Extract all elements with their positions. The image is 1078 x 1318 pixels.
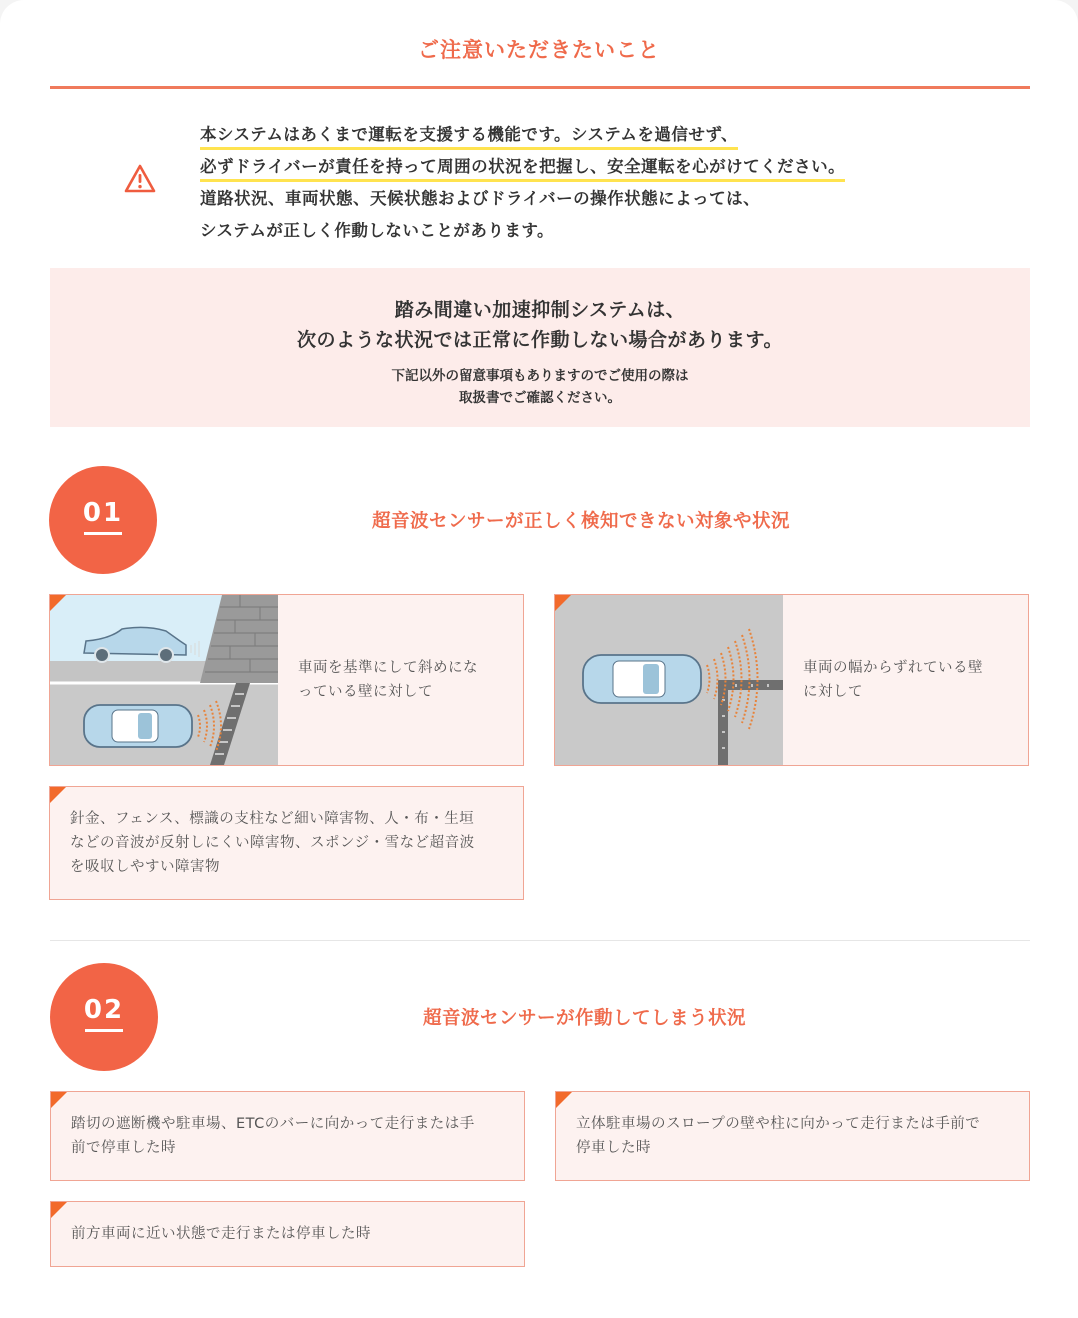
notice-text [200,122,960,250]
notice-line: 道路状況、車両状態、天候状態およびドライバーの操作状態によっては、 [200,189,761,208]
notice-line: 本システムはあくまで運転を支援する機能です。システムを過信せず、 [200,122,960,154]
angled-wall-illustration [50,595,278,765]
notice-line: システムが正しく作動しないことがあります。 [200,221,555,240]
limitations-note: 下記以外の留意事項もありますのでご使用の際は [391,368,689,384]
notice-line: 必ずドライバーが責任を持って周囲の状況を把握し、安全運転を心がけてください。 [200,154,960,186]
card-text: 車両を基準にして斜めにな っている壁に対して [298,660,478,700]
section-number-badge: 01 [49,466,157,574]
section-divider [50,940,1030,941]
situation-card [49,786,524,900]
card-text: 踏切の遮断機や駐車場、ETCのバーに向かって走行または手 前で停車した時 [71,1116,475,1156]
section-title: 超音波センサーが正しく検知できない対象や状況 [372,511,791,532]
limitations-heading: 次のような状況では正常に作動しない場合があります。 [297,329,783,351]
page-title: ご注意いただきたいこと [418,38,660,62]
situation-card [50,1091,525,1181]
limitations-box [50,268,1030,427]
card-text: 車両の幅からずれている壁 に対して [803,660,983,700]
card-text: 前方車両に近い状態で走行または停車した時 [71,1226,371,1242]
situation-card [554,594,1029,766]
limitations-note: 取扱書でご確認ください。 [459,390,621,406]
situation-card [49,594,524,766]
warning-icon [124,164,156,194]
section-number-badge: 02 [50,963,158,1071]
situation-card [555,1091,1030,1181]
situation-card [50,1201,525,1267]
offset-wall-illustration [555,595,783,765]
title-divider [50,86,1030,89]
limitations-heading: 踏み間違い加速抑制システムは、 [394,299,686,321]
section-title: 超音波センサーが作動してしまう状況 [423,1008,747,1029]
card-text: 立体駐車場のスロープの壁や柱に向かって走行または手前で 停車した時 [576,1116,981,1156]
card-text: 針金、フェンス、標識の支柱など細い障害物、人・布・生垣 などの音波が反射しにくい障害物、スポンジ・雪など超音波 を吸収しやすい障害物 [70,811,475,875]
